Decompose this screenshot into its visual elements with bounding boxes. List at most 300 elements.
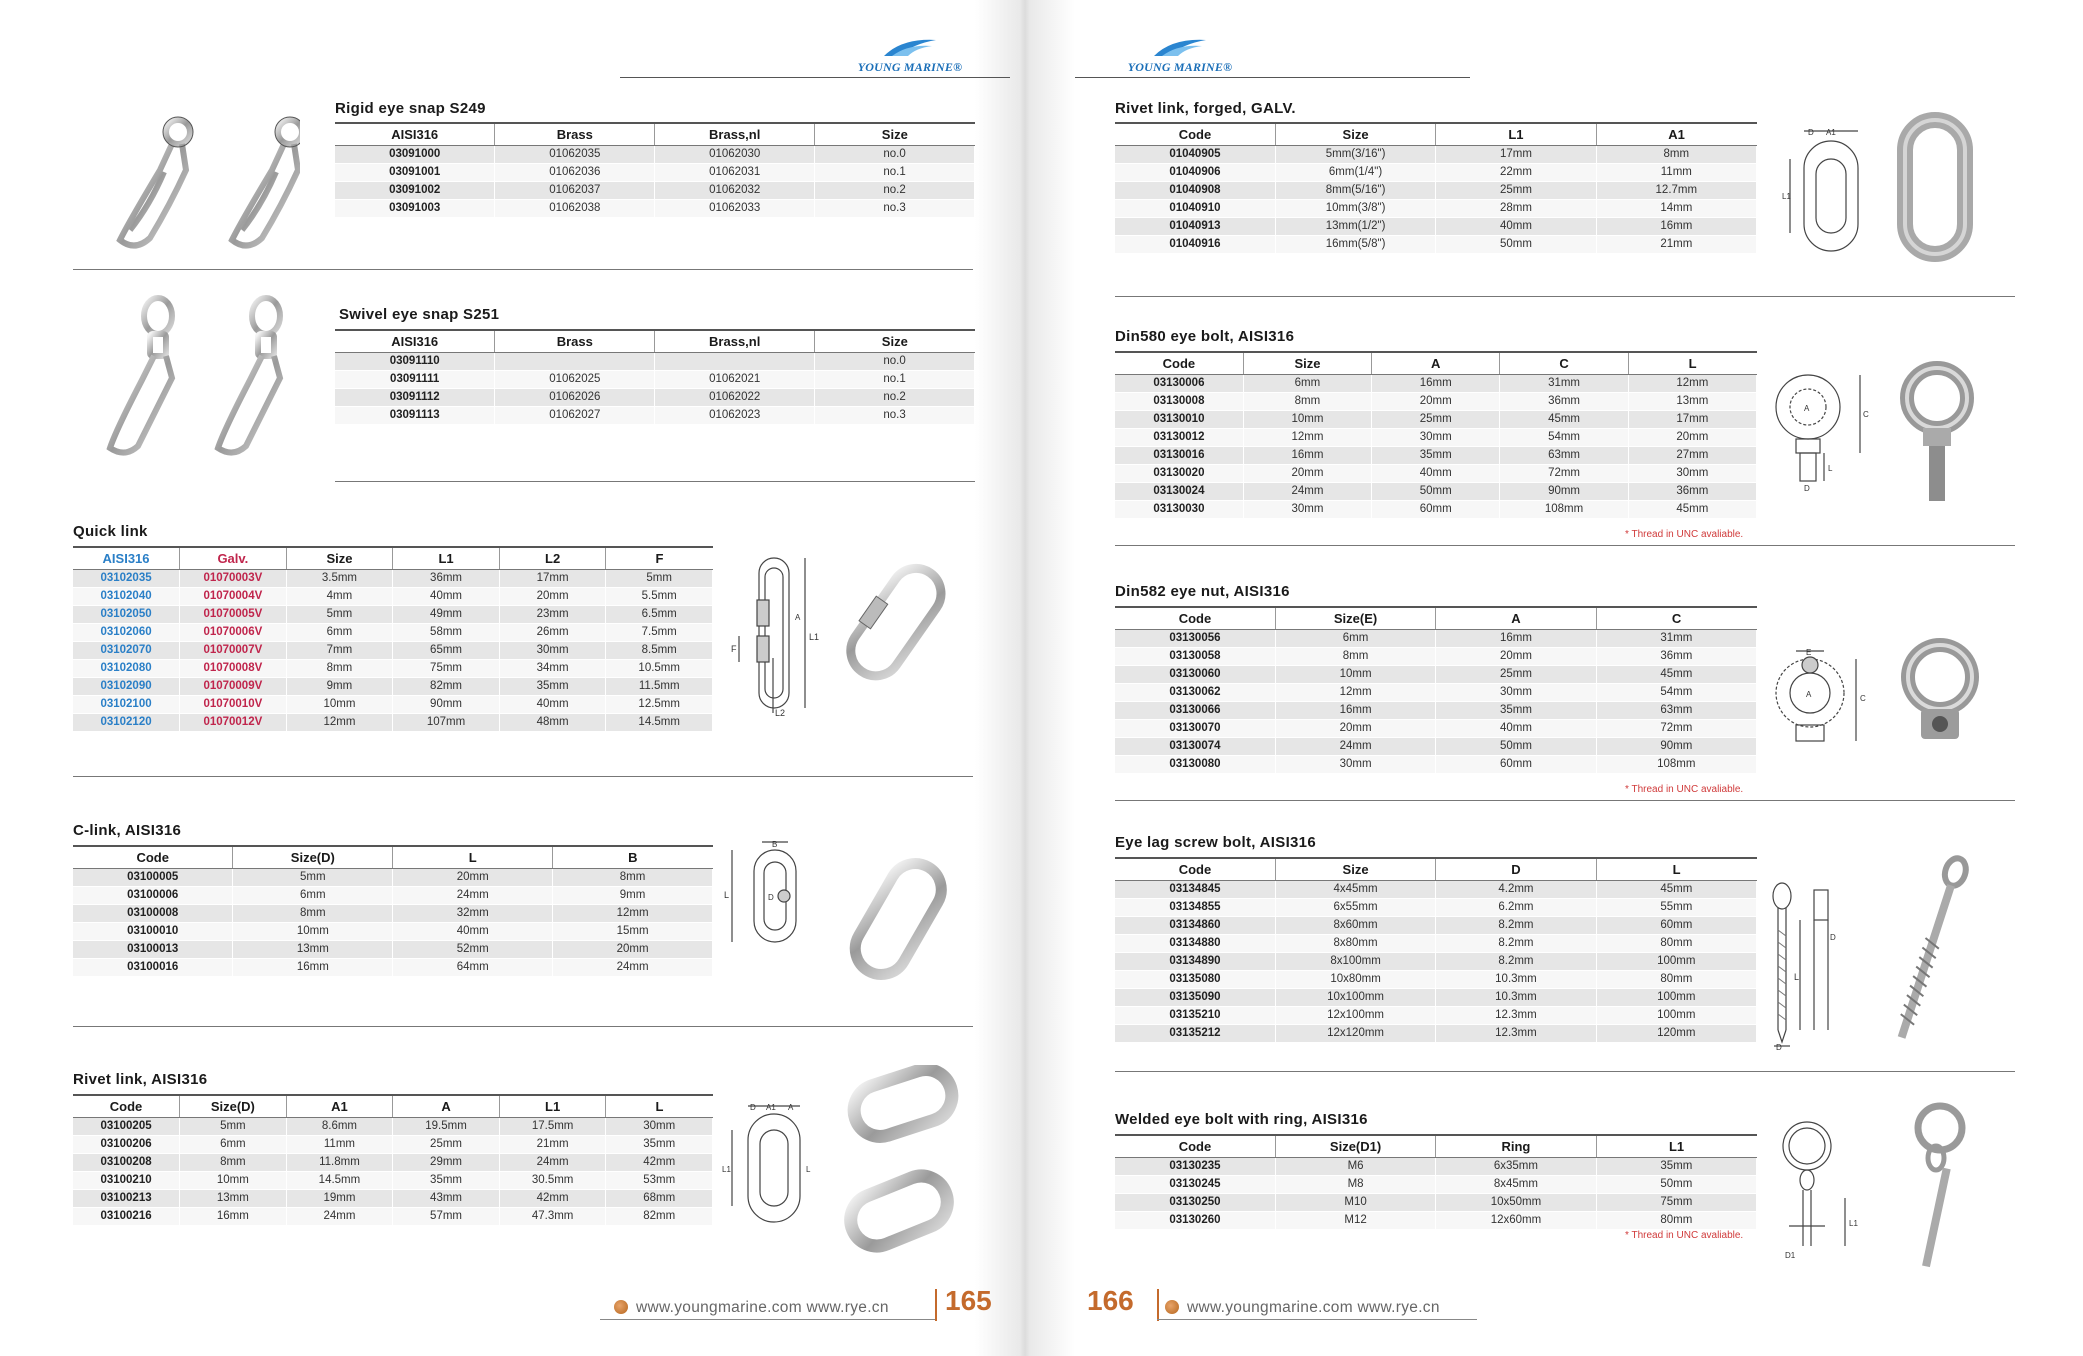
table-row <box>73 1171 713 1189</box>
table-cell: 8.2mm <box>1436 916 1596 934</box>
table-header-row <box>1115 352 1757 374</box>
table-cell: 17.5mm <box>499 1117 606 1135</box>
table-row <box>1115 665 1757 683</box>
separator <box>1115 1071 2015 1072</box>
column-header: A1 <box>1596 123 1756 145</box>
table-cell: 100mm <box>1596 952 1756 970</box>
table-cell: 12mm <box>1628 374 1756 392</box>
table-row <box>1115 410 1757 428</box>
column-header: Code <box>73 846 233 868</box>
table-row <box>73 677 713 695</box>
table-cell: 55mm <box>1596 898 1756 916</box>
table-row <box>73 1135 713 1153</box>
table-cell: 30mm <box>1372 428 1500 446</box>
table-cell: 31mm <box>1500 374 1628 392</box>
table-cell: 40mm <box>1436 217 1596 235</box>
column-header: C <box>1500 352 1628 374</box>
table-cell: 100mm <box>1596 1006 1756 1024</box>
column-header: L1 <box>499 1095 606 1117</box>
table-cell: 03100006 <box>73 886 233 904</box>
table-cell: 01070008V <box>180 659 287 677</box>
table-cell: 03102050 <box>73 605 180 623</box>
table-cell: 12mm <box>1275 683 1435 701</box>
separator <box>73 1026 973 1027</box>
table-cell: 60mm <box>1372 500 1500 518</box>
table-row <box>1115 647 1757 665</box>
table-row <box>1115 1024 1757 1042</box>
table-row <box>1115 916 1757 934</box>
table-row <box>1115 701 1757 719</box>
table-cell: 19mm <box>286 1189 393 1207</box>
table-cell: 43mm <box>393 1189 500 1207</box>
table-row <box>1115 181 1757 199</box>
table-cell: 49mm <box>393 605 500 623</box>
table-cell: 03102060 <box>73 623 180 641</box>
table-row <box>1115 235 1757 253</box>
right-footer <box>1085 1285 1485 1325</box>
table-cell: 03130006 <box>1115 374 1243 392</box>
separator <box>73 269 973 270</box>
table-cell: 03135212 <box>1115 1024 1275 1042</box>
table-cell: 21mm <box>1596 235 1756 253</box>
table-cell: 8.6mm <box>286 1117 393 1135</box>
welded-eye-bolt-photo <box>1900 1100 1980 1275</box>
table-cell: 25mm <box>1436 181 1596 199</box>
table-cell: 5.5mm <box>606 587 713 605</box>
table-row <box>1115 428 1757 446</box>
table-cell: 20mm <box>1628 428 1756 446</box>
table-row <box>73 623 713 641</box>
table-cell: 24mm <box>1275 737 1435 755</box>
table-cell: no.2 <box>815 181 975 199</box>
diagram-label-d: D <box>768 893 774 902</box>
table-row <box>1115 988 1757 1006</box>
table-row <box>73 569 713 587</box>
table-cell: 5mm <box>286 605 393 623</box>
right-logo <box>1120 36 1240 76</box>
table-cell: 03102120 <box>73 713 180 731</box>
table-cell: 01062036 <box>495 163 655 181</box>
unc-note: * Thread in UNC avaliable. <box>1625 1230 1744 1241</box>
table-cell: 23mm <box>499 605 606 623</box>
table-cell: 24mm <box>499 1153 606 1171</box>
diagram-label-a: A <box>788 1103 794 1112</box>
table-cell: 03091001 <box>335 163 495 181</box>
table-cell: 8mm <box>1243 392 1371 410</box>
table-cell: 9mm <box>286 677 393 695</box>
table-cell: 03091113 <box>335 406 495 424</box>
diagram-label-l: L <box>1794 972 1800 982</box>
table-row <box>73 958 713 976</box>
table-cell: 6x35mm <box>1436 1157 1596 1175</box>
table-cell: 01070004V <box>180 587 287 605</box>
separator <box>1115 296 2015 297</box>
din582-diagram <box>1760 645 1870 755</box>
table-cell: 01040910 <box>1115 199 1275 217</box>
table-cell: 03130060 <box>1115 665 1275 683</box>
table-cell: 48mm <box>499 713 606 731</box>
column-header: L1 <box>1436 123 1596 145</box>
table-cell: 03091110 <box>335 352 495 370</box>
column-header: A1 <box>286 1095 393 1117</box>
table-cell: 8x80mm <box>1275 934 1435 952</box>
column-header: F <box>606 547 713 569</box>
table-cell: 6mm <box>1275 629 1435 647</box>
table-cell: 01040905 <box>1115 145 1275 163</box>
table-cell: 8mm <box>233 904 393 922</box>
table-cell: 10mm <box>180 1171 287 1189</box>
din580-diagram <box>1760 365 1870 495</box>
table-cell: 63mm <box>1500 446 1628 464</box>
diagram-label-d: D <box>1804 484 1810 493</box>
footer-divider <box>1157 1289 1159 1321</box>
column-header: B <box>553 846 713 868</box>
table-row <box>73 1117 713 1135</box>
table-cell: 03102070 <box>73 641 180 659</box>
table-header-row <box>73 1095 713 1117</box>
table-cell: 30mm <box>1628 464 1756 482</box>
table-cell: 35mm <box>393 1171 500 1189</box>
table-cell: 10.5mm <box>606 659 713 677</box>
table-cell: 57mm <box>393 1207 500 1225</box>
column-header: Brass <box>495 123 655 145</box>
table-cell: 03130010 <box>1115 410 1243 428</box>
brand-swoosh-icon <box>1152 36 1208 58</box>
table-cell: 01062032 <box>655 181 815 199</box>
table-cell: 12mm <box>553 904 713 922</box>
table-cell: 60mm <box>1436 755 1596 773</box>
table-header-row <box>1115 607 1757 629</box>
table-row <box>335 145 975 163</box>
diagram-label-c: C <box>1863 410 1869 419</box>
table-cell: 12.3mm <box>1436 1024 1596 1042</box>
left-header-line <box>620 77 1010 78</box>
table-row <box>1115 970 1757 988</box>
table-cell: 10.3mm <box>1436 988 1596 1006</box>
table-cell: 13mm <box>180 1189 287 1207</box>
diagram-label-a: A <box>1806 690 1812 699</box>
table-cell: 20mm <box>553 940 713 958</box>
left-logo <box>850 36 970 76</box>
table-cell: 20mm <box>1436 647 1596 665</box>
table-cell: 9mm <box>553 886 713 904</box>
table-row <box>1115 1006 1757 1024</box>
table-cell: 01062023 <box>655 406 815 424</box>
table-quick-link <box>73 546 713 732</box>
column-header: Code <box>1115 607 1275 629</box>
globe-icon <box>1165 1300 1179 1314</box>
table-cell: 45mm <box>1500 410 1628 428</box>
diagram-label-b: B <box>772 840 778 849</box>
table-rigid-eye-snap <box>335 122 975 218</box>
column-header: Size <box>286 547 393 569</box>
table-cell: 11.5mm <box>606 677 713 695</box>
eye-lag-diagram <box>1762 880 1852 1050</box>
table-cell: M8 <box>1275 1175 1435 1193</box>
column-header: L1 <box>393 547 500 569</box>
table-cell: M10 <box>1275 1193 1435 1211</box>
table-cell: 15mm <box>553 922 713 940</box>
table-cell: 80mm <box>1596 1211 1756 1229</box>
table-cell: 35mm <box>1436 701 1596 719</box>
table-cell: 8.5mm <box>606 641 713 659</box>
unc-note: * Thread in UNC avaliable. <box>1625 784 1744 795</box>
table-cell: 24mm <box>553 958 713 976</box>
table-cell: 03130235 <box>1115 1157 1275 1175</box>
diagram-label-l: L <box>806 1165 811 1174</box>
table-cell: 4x45mm <box>1275 880 1435 898</box>
table-cell: 01062030 <box>655 145 815 163</box>
table-cell: 32mm <box>393 904 553 922</box>
table-cell: 90mm <box>1500 482 1628 500</box>
diagram-label-f: F <box>731 644 737 654</box>
table-row <box>1115 629 1757 647</box>
table-cell: 17mm <box>499 569 606 587</box>
table-cell: 8x45mm <box>1436 1175 1596 1193</box>
rivet-link-galv-diagram <box>1782 123 1877 258</box>
table-cell: 54mm <box>1500 428 1628 446</box>
table-cell: 20mm <box>499 587 606 605</box>
table-cell: 72mm <box>1596 719 1756 737</box>
column-header: Code <box>1115 123 1275 145</box>
table-cell: 03100205 <box>73 1117 180 1135</box>
column-header: A <box>393 1095 500 1117</box>
table-cell: 64mm <box>393 958 553 976</box>
table-cell: 6mm <box>286 623 393 641</box>
table-row <box>73 587 713 605</box>
table-cell: 03134880 <box>1115 934 1275 952</box>
table-cell: 17mm <box>1628 410 1756 428</box>
table-header-row <box>73 547 713 569</box>
table-cell: 40mm <box>393 922 553 940</box>
table-cell: 03102080 <box>73 659 180 677</box>
table-din582-eye-nut <box>1115 606 1757 774</box>
table-cell: 5mm <box>233 868 393 886</box>
table-cell: M12 <box>1275 1211 1435 1229</box>
table-cell: 6mm(1/4") <box>1275 163 1435 181</box>
table-cell: 21mm <box>499 1135 606 1153</box>
diagram-label-a: A <box>795 613 801 622</box>
table-cell: 10mm <box>1275 665 1435 683</box>
table-cell: 03130012 <box>1115 428 1243 446</box>
table-row <box>73 659 713 677</box>
table-cell: 25mm <box>393 1135 500 1153</box>
table-row <box>335 181 975 199</box>
table-cell: 10mm <box>1243 410 1371 428</box>
column-header: AISI316 <box>73 547 180 569</box>
column-header: AISI316 <box>335 330 495 352</box>
table-rivet-link <box>73 1094 713 1226</box>
table-cell: 13mm(1/2") <box>1275 217 1435 235</box>
table-cell: 01062038 <box>495 199 655 217</box>
table-cell: 03100210 <box>73 1171 180 1189</box>
table-cell: no.3 <box>815 199 975 217</box>
left-footer <box>600 1285 992 1325</box>
table-cell: 01070012V <box>180 713 287 731</box>
table-cell: 120mm <box>1596 1024 1756 1042</box>
table-cell: no.1 <box>815 370 975 388</box>
brand-swoosh-icon <box>882 36 938 58</box>
table-cell: 5mm(3/16") <box>1275 145 1435 163</box>
column-header: Code <box>1115 858 1275 880</box>
column-header: L <box>1628 352 1756 374</box>
diagram-label-d1: D1 <box>1785 1251 1796 1260</box>
table-cell: 27mm <box>1628 446 1756 464</box>
table-cell: 90mm <box>1596 737 1756 755</box>
section-title: Rivet link, forged, GALV. <box>1115 100 1296 117</box>
table-row <box>335 388 975 406</box>
table-cell: 11mm <box>286 1135 393 1153</box>
table-row <box>1115 952 1757 970</box>
diagram-label-c: C <box>1860 694 1866 703</box>
right-header-line <box>1075 77 1470 78</box>
table-cell: 8x60mm <box>1275 916 1435 934</box>
table-cell: 72mm <box>1500 464 1628 482</box>
table-cell: 10.3mm <box>1436 970 1596 988</box>
table-cell: 01062033 <box>655 199 815 217</box>
table-cell: 40mm <box>1436 719 1596 737</box>
table-cell: 16mm <box>1243 446 1371 464</box>
separator <box>335 481 975 482</box>
diagram-label-d-bottom: D <box>1776 1043 1782 1050</box>
table-cell: 42mm <box>606 1153 713 1171</box>
table-cell: 03135210 <box>1115 1006 1275 1024</box>
table-cell: 35mm <box>1372 446 1500 464</box>
table-header-row <box>1115 123 1757 145</box>
table-cell: 14.5mm <box>286 1171 393 1189</box>
table-cell: 03100208 <box>73 1153 180 1171</box>
table-cell: 03091111 <box>335 370 495 388</box>
table-cell: 30mm <box>1243 500 1371 518</box>
table-row <box>1115 737 1757 755</box>
table-cell: 22mm <box>1436 163 1596 181</box>
table-cell: 03130016 <box>1115 446 1243 464</box>
table-cell: 16mm <box>1596 217 1756 235</box>
table-cell: 03130030 <box>1115 500 1243 518</box>
table-cell: 60mm <box>1596 916 1756 934</box>
column-header: Brass <box>495 330 655 352</box>
diagram-label-l1: L1 <box>1849 1219 1858 1228</box>
table-cell: 50mm <box>1596 1175 1756 1193</box>
table-cell: 01062022 <box>655 388 815 406</box>
table-cell: 53mm <box>606 1171 713 1189</box>
table-cell: 28mm <box>1436 199 1596 217</box>
table-swivel-eye-snap <box>335 329 975 425</box>
table-row <box>73 605 713 623</box>
table-cell: 03130066 <box>1115 701 1275 719</box>
table-cell: 35mm <box>499 677 606 695</box>
table-cell: 03134860 <box>1115 916 1275 934</box>
table-cell: 03130020 <box>1115 464 1243 482</box>
table-row <box>1115 1157 1757 1175</box>
table-din580-eye-bolt <box>1115 351 1757 519</box>
table-cell: no.0 <box>815 352 975 370</box>
table-cell: 50mm <box>1436 235 1596 253</box>
table-cell: 03130056 <box>1115 629 1275 647</box>
table-cell: 8mm <box>286 659 393 677</box>
table-cell: 26mm <box>499 623 606 641</box>
column-header: Size <box>815 330 975 352</box>
table-cell: 01062025 <box>495 370 655 388</box>
table-cell: 03130074 <box>1115 737 1275 755</box>
table-cell: 03134890 <box>1115 952 1275 970</box>
column-header: Code <box>1115 352 1243 374</box>
diagram-label-a: A <box>1804 404 1810 413</box>
table-cell: 25mm <box>1436 665 1596 683</box>
footer-url: www.youngmarine.com www.rye.cn <box>636 1299 889 1316</box>
table-cell: 6x55mm <box>1275 898 1435 916</box>
table-cell: 5mm <box>180 1117 287 1135</box>
table-row <box>1115 1211 1757 1229</box>
table-cell: 5mm <box>606 569 713 587</box>
table-row <box>73 886 713 904</box>
table-cell: 10x80mm <box>1275 970 1435 988</box>
table-cell: 8.2mm <box>1436 934 1596 952</box>
diagram-label-l1: L1 <box>722 1165 731 1174</box>
table-row <box>1115 163 1757 181</box>
table-cell: 45mm <box>1596 665 1756 683</box>
table-cell: 16mm <box>1372 374 1500 392</box>
table-cell: 01070003V <box>180 569 287 587</box>
table-cell: 80mm <box>1596 970 1756 988</box>
column-header: A <box>1372 352 1500 374</box>
column-header: L <box>1596 858 1756 880</box>
column-header: Size <box>815 123 975 145</box>
rivet-link-galv-photo <box>1895 112 1975 262</box>
table-cell: 01070010V <box>180 695 287 713</box>
table-cell: 36mm <box>1628 482 1756 500</box>
table-header-row <box>1115 1135 1757 1157</box>
table-cell: 107mm <box>393 713 500 731</box>
table-cell: 12.3mm <box>1436 1006 1596 1024</box>
table-cell: 29mm <box>393 1153 500 1171</box>
table-cell: 03130024 <box>1115 482 1243 500</box>
table-cell: 03102100 <box>73 695 180 713</box>
table-cell: 63mm <box>1596 701 1756 719</box>
section-title: Din582 eye nut, AISI316 <box>1115 583 1290 600</box>
column-header: Galv. <box>180 547 287 569</box>
eye-lag-photo <box>1880 850 1980 1050</box>
table-welded-eye-bolt <box>1115 1134 1757 1230</box>
table-rivet-link-galv <box>1115 122 1757 254</box>
table-row <box>73 1153 713 1171</box>
table-cell: 12.7mm <box>1596 181 1756 199</box>
section-title: C-link, AISI316 <box>73 822 182 839</box>
table-cell: no.1 <box>815 163 975 181</box>
table-cell: 16mm(5/8") <box>1275 235 1435 253</box>
table-cell: 03130080 <box>1115 755 1275 773</box>
table-cell: 03100206 <box>73 1135 180 1153</box>
brand-name: YOUNG MARINE® <box>857 60 963 74</box>
table-cell: 24mm <box>1243 482 1371 500</box>
table-cell: 36mm <box>1500 392 1628 410</box>
table-row <box>73 641 713 659</box>
table-c-link <box>73 845 713 977</box>
table-row <box>335 370 975 388</box>
table-cell: 12x120mm <box>1275 1024 1435 1042</box>
table-cell: 01070005V <box>180 605 287 623</box>
column-header: L <box>606 1095 713 1117</box>
table-cell: 8mm(5/16") <box>1275 181 1435 199</box>
table-cell: 36mm <box>1596 647 1756 665</box>
table-cell: 12mm <box>286 713 393 731</box>
table-row <box>73 695 713 713</box>
diagram-label-d: D <box>1830 933 1836 942</box>
table-cell: 20mm <box>1372 392 1500 410</box>
table-cell: 12x100mm <box>1275 1006 1435 1024</box>
table-cell: 7.5mm <box>606 623 713 641</box>
table-cell: 03091112 <box>335 388 495 406</box>
